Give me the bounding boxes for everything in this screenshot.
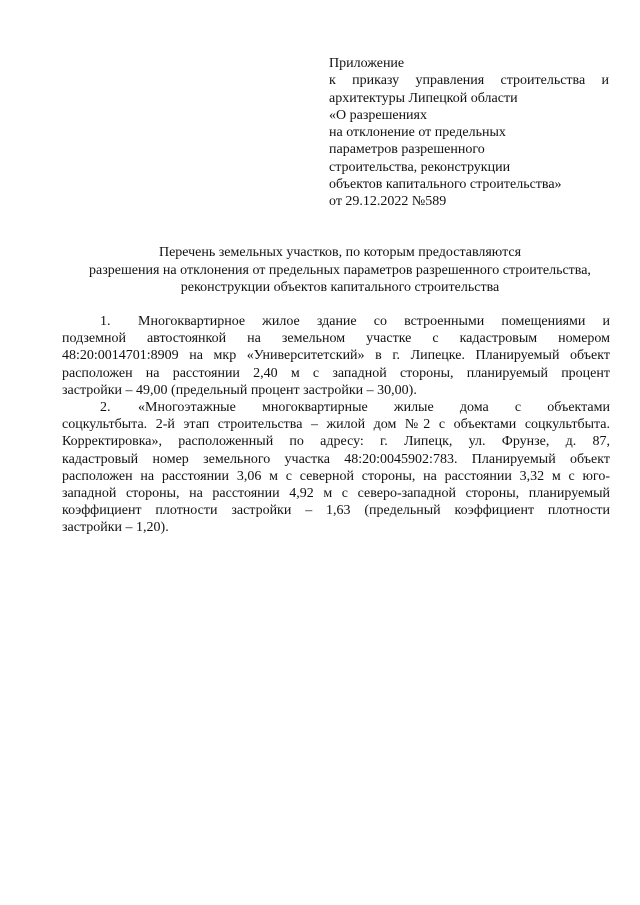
title-line: Перечень земельных участков, по которым предоставляются	[158, 245, 522, 260]
paragraph-line: подземной автостоянкой на земельном участке с кадастровым номером	[62, 331, 610, 347]
paragraph-line: 48:20:0014701:8909 на мкр «Университетский» в г. Липецке. Планируемый объект	[62, 348, 610, 364]
paragraph-line: расположен на расстоянии 2,40 м с западной стороны, планируемый процент	[62, 365, 610, 381]
paragraph-line: расположен на расстоянии 3,06 м с северной стороны, на расстоянии 3,32 м с юго-	[62, 468, 610, 484]
appendix-line: объектов капитального строительства»	[329, 177, 562, 193]
document-body	[62, 313, 610, 537]
appendix-line: от 29.12.2022 №589	[329, 194, 447, 210]
paragraph-line	[62, 399, 610, 416]
paragraph-text: Многоквартирное жилое здание со встроенными помещениями и	[138, 314, 610, 329]
list-item	[62, 313, 610, 399]
appendix-line: Приложение	[329, 56, 405, 71]
title-line: реконструкции объектов капитального строительства	[180, 280, 500, 295]
appendix-line: «О разрешениях	[329, 107, 427, 123]
appendix-line: архитектуры Липецкой области	[329, 90, 518, 106]
item-number: 2.	[100, 400, 111, 416]
paragraph-line: западной стороны, на расстоянии 4,92 м с северо-западной стороны, планируемый	[62, 486, 610, 502]
paragraph-line: кадастровый номер земельного участка 48:20:0045902:783. Планируемый объект	[62, 451, 610, 467]
title-line: разрешения на отклонения от предельных параметров разрешенного строительства,	[89, 262, 591, 278]
appendix-line: на отклонение от предельных	[329, 125, 506, 141]
paragraph-line	[62, 313, 610, 330]
paragraph-line: коэффициент плотности застройки – 1,63 (предельный коэффициент плотности	[62, 503, 610, 519]
appendix-line: строительства, реконструкции	[329, 159, 511, 175]
document-title	[50, 244, 630, 297]
list-item	[62, 399, 610, 537]
paragraph-text: «Многоэтажные многоквартирные жилые дома с объектами	[138, 400, 610, 416]
appendix-line: к приказу управления строительства и	[329, 73, 609, 89]
paragraph-line: застройки – 1,20).	[62, 520, 169, 536]
appendix-line: параметров разрешенного	[329, 142, 485, 158]
paragraph-line: Корректировка», расположенный по адресу: г. Липецк, ул. Фрунзе, д. 87,	[62, 434, 610, 450]
paragraph-line: застройки – 49,00 (предельный процент застройки – 30,00).	[62, 382, 417, 398]
item-number: 1.	[100, 314, 111, 329]
appendix-block	[329, 55, 609, 211]
paragraph-line: соцкультбыта. 2-й этап строительства – жилой дом №2 с объектами соцкультбыта.	[62, 417, 610, 433]
